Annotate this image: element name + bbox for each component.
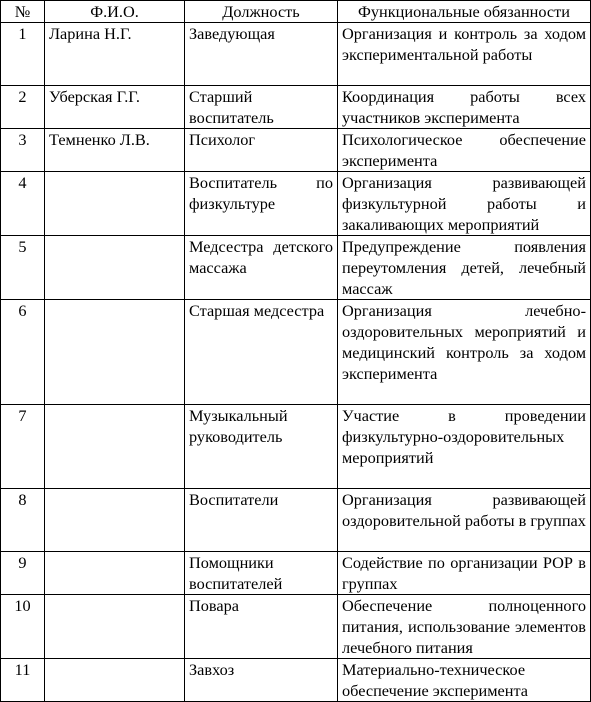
row-duties: Предупреждение появления переутомления детей, лечебный массаж: [338, 236, 591, 300]
row-duties: Организация развивающей оздоровительной работы в группах: [338, 489, 591, 552]
table-row: [1, 300, 591, 405]
row-position: Психолог: [185, 129, 338, 172]
row-name: [45, 552, 185, 595]
row-number: 9: [1, 552, 45, 595]
row-position: Завхоз: [185, 659, 338, 702]
row-name: [45, 659, 185, 702]
row-position: Заведующая: [185, 23, 338, 86]
table-row: [1, 405, 591, 489]
row-position: Старшая медсестра: [185, 300, 338, 405]
header-row: [1, 1, 591, 23]
row-name: Уберская Г.Г.: [45, 86, 185, 129]
row-number: 7: [1, 405, 45, 489]
header-name: Ф.И.О.: [45, 1, 185, 23]
row-position: Музыкальный руководитель: [185, 405, 338, 489]
row-position: Воспитатели: [185, 489, 338, 552]
row-duties: Содействие по организации РОР в группах: [338, 552, 591, 595]
table-row: [1, 172, 591, 236]
row-number: 4: [1, 172, 45, 236]
table-row: [1, 86, 591, 129]
table-row: [1, 659, 591, 702]
row-name: Темненко Л.В.: [45, 129, 185, 172]
table-row: [1, 552, 591, 595]
row-position: Медсестра детского массажа: [185, 236, 338, 300]
row-number: 2: [1, 86, 45, 129]
row-number: 1: [1, 23, 45, 86]
row-name: [45, 489, 185, 552]
table-row: [1, 489, 591, 552]
row-position: Старший воспитатель: [185, 86, 338, 129]
header-num: №: [1, 1, 45, 23]
row-duties: Психологическое обеспечение эксперимента: [338, 129, 591, 172]
row-duties: Обеспечение полноценного питания, использование элементов лечебного питания: [338, 595, 591, 659]
row-position: Повара: [185, 595, 338, 659]
row-name: [45, 405, 185, 489]
header-duties: Функциональные обязанности: [338, 1, 591, 23]
row-name: [45, 300, 185, 405]
row-position: Помощники воспитателей: [185, 552, 338, 595]
row-name: [45, 595, 185, 659]
table-row: [1, 129, 591, 172]
row-duties: Материально-техническое обеспечение эксперимента: [338, 659, 591, 702]
row-number: 5: [1, 236, 45, 300]
row-duties: Координация работы всех участников эксперимента: [338, 86, 591, 129]
row-name: [45, 236, 185, 300]
row-number: 11: [1, 659, 45, 702]
header-position: Должность: [185, 1, 338, 23]
row-name: [45, 172, 185, 236]
table-row: [1, 236, 591, 300]
table-row: [1, 595, 591, 659]
row-duties: Организация развивающей физкультурной работы и закаливающих мероприятий: [338, 172, 591, 236]
table-row: [1, 23, 591, 86]
row-duties: Участие в проведении физкультурно-оздоровительных мероприятий: [338, 405, 591, 489]
row-duties: Организация лечебно-оздоровительных мероприятий и медицинский контроль за ходом эксперимента: [338, 300, 591, 405]
row-number: 3: [1, 129, 45, 172]
row-number: 10: [1, 595, 45, 659]
row-duties: Организация и контроль за ходом экспериментальной работы: [338, 23, 591, 86]
row-number: 8: [1, 489, 45, 552]
row-name: Ларина Н.Г.: [45, 23, 185, 86]
row-position: Воспитатель по физкультуре: [185, 172, 338, 236]
row-number: 6: [1, 300, 45, 405]
